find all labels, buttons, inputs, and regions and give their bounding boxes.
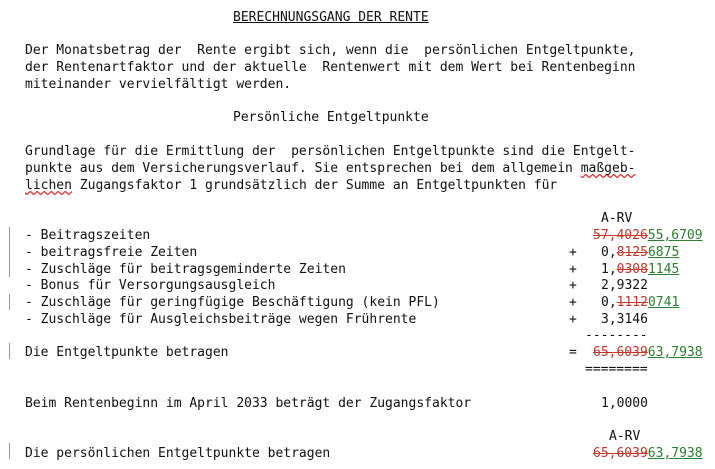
row-label: - beitragsfreie Zeiten <box>25 245 198 260</box>
document-heading: BERECHNUNGSGANG DER RENTE <box>233 10 429 25</box>
row-value: 3,3146 <box>601 312 648 327</box>
spellcheck-word[interactable]: lichen <box>25 178 72 193</box>
inserted-value: 55,6709 <box>647 228 703 243</box>
column-header-arv-2: A-RV <box>609 429 641 444</box>
row-operator: + <box>569 262 577 277</box>
para-line-1: Grundlage für die Ermittlung der persönlichen Entgeltpunkte sind die Entgelt- <box>25 144 636 159</box>
intro-line-1: Der Monatsbetrag der Rente ergibt sich, wenn die persönlichen Entgeltpunkte, <box>25 43 636 58</box>
section-subheading: Persönliche Entgeltpunkte <box>233 110 429 125</box>
sum-separator: -------- <box>585 328 648 343</box>
total-double-line: ======== <box>585 362 648 377</box>
row-value: 0,11120741 <box>601 295 680 310</box>
deleted-value: 8125 <box>616 245 648 260</box>
row-value: 2,9322 <box>601 278 648 293</box>
total-value <box>593 344 703 361</box>
change-bar <box>9 294 10 310</box>
row-label: - Zuschläge für Ausgleichsbeiträge wegen Frührente <box>25 312 417 327</box>
deleted-value: 65,6039 <box>593 345 648 360</box>
inserted-value: 1145 <box>647 262 680 277</box>
row-operator: + <box>569 312 577 327</box>
intro-line-2: der Rentenartfaktor und der aktuelle Rentenwert mit dem Wert bei Rentenbeginn <box>25 60 636 75</box>
row-value <box>593 227 703 244</box>
zugangsfaktor-label: Beim Rentenbeginn im April 2033 beträgt der Zugangsfaktor <box>25 396 472 411</box>
total-operator: = <box>569 345 577 360</box>
para-line-3: lichen Zugangsfaktor 1 grundsätzlich der Summe an Entgeltpunkten für <box>25 178 558 193</box>
total-label: Die Entgeltpunkte betragen <box>25 345 229 360</box>
change-bar <box>9 227 10 277</box>
change-bar <box>9 443 10 459</box>
deleted-value: 65,6039 <box>593 446 648 461</box>
row-value: 1,03081145 <box>601 262 680 277</box>
column-header-arv: A-RV <box>601 211 633 226</box>
intro-line-3: miteinander vervielfältigt werden. <box>25 77 292 92</box>
row-label: - Bonus für Versorgungsausgleich <box>25 278 276 293</box>
change-bar <box>9 343 10 359</box>
para-line-2: punkte aus dem Versicherungsverlauf. Sie entsprechen bei dem allgemein maßgeb- <box>25 161 636 176</box>
personal-points-value <box>593 445 703 462</box>
personal-points-label: Die persönlichen Entgeltpunkte betragen <box>25 446 331 461</box>
inserted-value: 0741 <box>647 295 680 310</box>
row-value: 0,81256875 <box>601 245 680 260</box>
inserted-value: 63,7938 <box>647 345 703 360</box>
spellcheck-word[interactable]: maßgeb- <box>580 161 636 176</box>
inserted-value: 63,7938 <box>647 446 703 461</box>
row-label: - Zuschläge für geringfügige Beschäftigung (kein PFL) <box>25 295 440 310</box>
row-operator: + <box>569 245 577 260</box>
deleted-value: 0308 <box>616 262 648 277</box>
row-label: - Beitragszeiten <box>25 228 151 243</box>
deleted-value: 1112 <box>616 295 648 310</box>
row-operator: + <box>569 278 577 293</box>
inserted-value: 6875 <box>647 245 680 260</box>
row-operator: + <box>569 295 577 310</box>
row-label: - Zuschläge für beitragsgeminderte Zeiten <box>25 262 346 277</box>
zugangsfaktor-value: 1,0000 <box>601 396 648 411</box>
deleted-value: 57,4026 <box>593 228 648 243</box>
